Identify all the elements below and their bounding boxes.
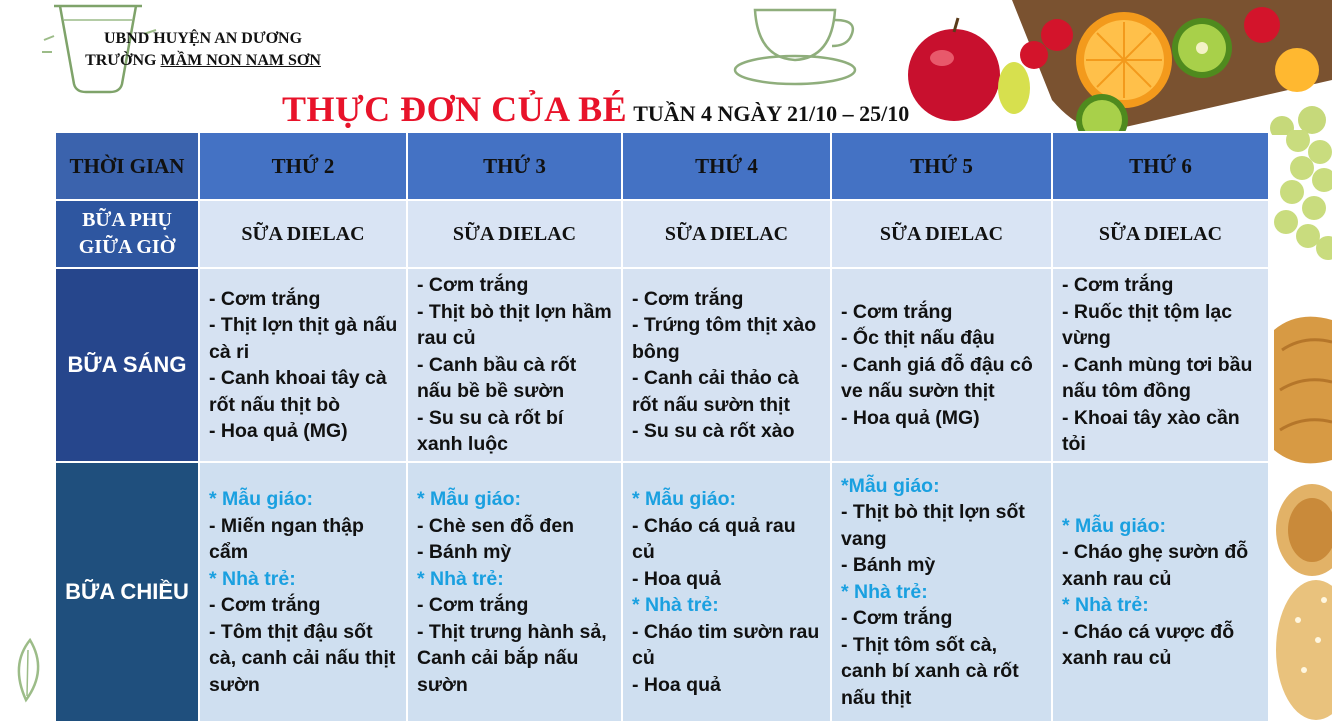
school-header [58,28,348,72]
age-group-heading: * Nhà trẻ: [209,567,296,590]
snack-cell: SỮA DIELAC [622,200,831,268]
page-title [282,88,909,130]
age-group-heading: * Mẫu giáo: [417,488,522,510]
district-name: UBND HUYỆN AN DƯƠNG [103,30,303,47]
dish-item: - Bánh mỳ [841,554,936,577]
snack-cell: SỮA DIELAC [831,200,1052,268]
lunch-cell [199,462,407,722]
dish-item: - Cơm trắng [632,287,744,310]
dish-item: - Miến ngan thập cẩm [209,514,364,563]
dish-item: - Chè sen đỗ đen [417,514,575,537]
dish-item: - Canh cải thảo cà rốt nấu sườn thịt [632,367,799,416]
dish-item: - Thịt bò thịt lợn sốt vang [841,501,1025,550]
dish-item: - Canh mùng tơi bầu nấu tôm đồng [1062,353,1253,403]
dish-item: - Canh giá đỗ đậu cô ve nấu sườn thịt [841,353,1033,403]
dish-item: - Cơm trắng [417,594,529,616]
snack-cell: SỮA DIELAC [407,200,622,268]
snack-label: BỮA PHỤ GIỮA GIỜ [55,200,199,268]
dish-item: - Trứng tôm thịt xào bông [632,314,817,363]
dish-item: - Cháo cá vược đỗ xanh rau củ [1062,620,1235,669]
lunch-label: BỮA CHIỀU [55,462,199,722]
day-header-monday: THỨ 2 [199,132,407,200]
breakfast-cell [199,268,407,462]
dish-item: - Cơm trắng [1062,274,1174,297]
menu-table [54,131,1270,723]
age-group-heading: *Mẫu giáo: [841,474,940,497]
dish-item: - Tôm thịt đậu sốt cà, canh cải nấu thịt sườn [209,620,396,696]
day-header-friday: THỨ 6 [1052,132,1269,200]
dish-item: - Su su cà rốt bí xanh luộc [417,406,564,456]
menu-title: THỰC ĐƠN CỦA BÉ [282,89,628,129]
breakfast-cell [1052,268,1269,462]
breakfast-label: BỮA SÁNG [55,268,199,462]
breakfast-row [55,268,1269,462]
day-header-wednesday: THỨ 4 [622,132,831,200]
dish-item: - Hoa quả [632,673,721,696]
dish-item: - Canh khoai tây cà rốt nấu thịt bò [209,367,387,416]
day-header-thursday: THỨ 5 [831,132,1052,200]
leaf-sketch-icon [0,610,60,723]
lunch-cell [831,462,1052,722]
school-name [58,50,348,72]
dish-item: - Cháo ghẹ sườn đỗ xanh rau củ [1062,541,1249,590]
age-group-heading: * Nhà trẻ: [632,594,719,616]
school-name-underlined: MẦM NON NAM SƠN [160,52,321,69]
week-subtitle: TUẦN 4 NGÀY 21/10 – 25/10 [633,101,910,126]
dish-item: - Cháo tim sườn rau củ [632,620,820,669]
dish-item: - Canh bầu cà rốt nấu bề bề sườn [417,353,577,403]
school-name-prefix: TRƯỜNG [85,52,161,69]
dish-item: - Thịt bò thịt lợn hầm rau củ [417,300,612,350]
age-group-heading: * Mẫu giáo: [632,488,737,510]
snack-cell: SỮA DIELAC [1052,200,1269,268]
dish-item: - Cơm trắng [209,287,321,310]
header-row [55,132,1269,200]
dish-item: - Cơm trắng [841,300,953,323]
breakfast-cell [831,268,1052,462]
dish-item: - Su su cà rốt xào [632,420,795,442]
dish-item: - Khoai tây xào cần tỏi [1062,406,1240,456]
dish-item: - Bánh mỳ [417,541,512,563]
age-group-heading: * Nhà trẻ: [1062,594,1149,616]
dish-item: - Cơm trắng [209,594,321,616]
snack-row [55,200,1269,268]
lunch-row [55,462,1269,722]
dish-item: - Hoa quả [632,567,721,590]
lunch-cell [1052,462,1269,722]
day-header-tuesday: THỨ 3 [407,132,622,200]
dish-item: - Cháo cá quả rau củ [632,514,796,563]
dish-item: - Thịt trưng hành sả, Canh cải bắp nấu sườn [417,620,607,696]
age-group-heading: * Nhà trẻ: [417,567,504,590]
lunch-cell [622,462,831,722]
age-group-heading: * Mẫu giáo: [209,488,314,510]
dish-item: - Thịt lợn thịt gà nấu cà ri [209,314,398,363]
fruit-board-image [902,0,1332,135]
tea-cup-sketch-icon [700,0,890,95]
food-side-image [1268,130,1332,723]
dish-item: - Hoa quả (MG) [841,406,980,429]
age-group-heading: * Nhà trẻ: [841,580,928,603]
snack-cell: SỮA DIELAC [199,200,407,268]
age-group-heading: * Mẫu giáo: [1062,514,1167,537]
dish-item: - Ốc thịt nấu đậu [841,327,995,350]
dish-item: - Ruốc thịt tộm lạc vừng [1062,300,1233,350]
dish-item: - Thịt tôm sốt cà, canh bí xanh cà rốt nấu thịt [841,633,1019,709]
breakfast-cell [407,268,622,462]
breakfast-cell [622,268,831,462]
time-header [55,132,199,200]
dish-item: - Cơm trắng [841,607,953,630]
time-header-label: THỜI GIAN [69,153,185,178]
dish-item: - Hoa quả (MG) [209,420,348,442]
lunch-cell [407,462,622,722]
dish-item: - Cơm trắng [417,274,529,297]
